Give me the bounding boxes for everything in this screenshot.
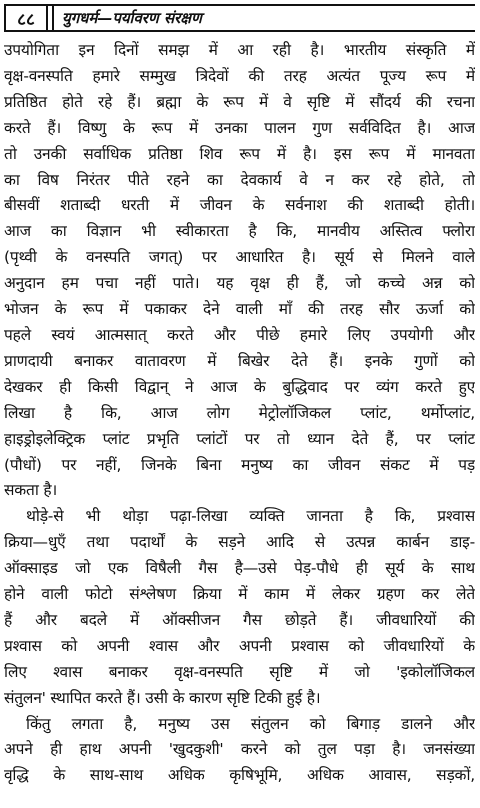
text-line: पहले स्वयं आत्मसात् करते और पीछे हमारे लिए उपयोगी और bbox=[4, 325, 475, 344]
text-line: देखकर ही किसी विद्वान् ने आज के बुद्धिवाद पर व्यंग करते हुए bbox=[4, 377, 475, 396]
text-line: लिखा है कि, आज लोग मेट्रोलॉजिकल प्लांट, थर्मोप्लांट, bbox=[4, 403, 475, 422]
text-line: का विष निरंतर पीते रहने का देवकार्य वे न कर रहे होते, तो bbox=[4, 170, 475, 189]
text-line: प्राणदायी बनाकर वातावरण में बिखेर देते हैं। इनके गुणों को bbox=[4, 351, 475, 370]
text-line: लिए श्वास बनाकर वृक्ष-वनस्पति सृष्टि में जो 'इकोलॉजिकल bbox=[4, 662, 475, 681]
text-line: होने वाली फोटो संश्लेषण क्रिया में काम में लेकर ग्रहण कर लेते bbox=[4, 585, 475, 604]
text-line: हैं और बदले में ऑक्सीजन गैस छोड़ते हैं। जीवधारियों की bbox=[4, 610, 475, 629]
text-line: क्रिया—धुएँ तथा पदार्थों के सड़ने आदि से उत्पन्न कार्बन डाइ- bbox=[4, 533, 475, 552]
text-line: अनुदान हम पचा नहीं पाते। यह वृक्ष ही हैं, जो कच्चे अन्न को bbox=[4, 274, 475, 293]
text-line: तो उनकी सर्वाधिक प्रतिष्ठा शिव रूप में है। इस रूप में मानवता bbox=[4, 144, 475, 163]
text-line: थोड़े-से भी थोड़ा पढ़ा-लिखा व्यक्ति जानता है कि, प्रश्वास bbox=[26, 507, 475, 526]
text-line: अपने ही हाथ अपनी 'खुदकुशी' करने को तुल पड़ा है। जनसंख्या bbox=[4, 740, 475, 759]
text-line: संतुलन' स्थापित करते हैं। उसी के कारण सृष्टि टिकी हुई है। bbox=[4, 688, 321, 707]
text-line: भोजन के रूप में पकाकर देने वाली माँ की तरह सौर ऊर्जा को bbox=[4, 300, 475, 319]
text-line: किंतु लगता है, मनुष्य उस संतुलन को बिगाड़ डालने और bbox=[26, 714, 475, 733]
text-line: सकता है। bbox=[4, 481, 58, 500]
text-line: वृद्धि के साथ-साथ अधिक कृषिभूमि, अधिक आवास, सड़कों, bbox=[4, 766, 475, 785]
text-line: प्रतिष्ठित होते रहे हैं। ब्रह्मा के रूप में वे सृष्टि में सौंदर्य की रचना bbox=[4, 92, 475, 111]
text-line: बीसवीं शताब्दी धरती में जीवन के सर्वनाश की शताब्दी होती। bbox=[4, 196, 475, 215]
text-line: आज का विज्ञान भी स्वीकारता है कि, मानवीय अस्तित्व फ्लोरा bbox=[4, 222, 475, 241]
page-body bbox=[4, 38, 475, 789]
text-line: करते हैं। विष्णु के रूप में उनका पालन गुण सर्वविदित है। आज bbox=[4, 118, 475, 137]
page-number: ८८ bbox=[4, 6, 48, 30]
page-header bbox=[4, 4, 475, 32]
text-line: (पृथ्वी के वनस्पति जगत्) पर आधारित है। सूर्य से मिलने वाले bbox=[4, 248, 475, 267]
text-line: वृक्ष-वनस्पति हमारे सम्मुख त्रिदेवों की तरह अत्यंत पूज्य रूप में bbox=[4, 66, 475, 85]
text-line: ऑक्साइड जो एक विषैली गैस है—उसे पेड़-पौधे ही सूर्य के साथ bbox=[4, 559, 475, 578]
paragraph-3 bbox=[4, 712, 475, 790]
text-line: प्रश्वास को अपनी श्वास और अपनी प्रश्वास को जीवधारियों के bbox=[4, 636, 475, 655]
text-line: हाइड्रोइलेक्ट्रिक प्लांट प्रभृति प्लांटों पर तो ध्यान देते हैं, पर प्लांट bbox=[4, 429, 475, 448]
paragraph-2 bbox=[4, 504, 475, 711]
running-title: युगधर्म—पर्यावरण संरक्षण bbox=[52, 6, 475, 30]
paragraph-1 bbox=[4, 38, 475, 504]
text-line: (पौधों) पर नहीं, जिनके बिना मनुष्य का जीवन संकट में पड़ bbox=[4, 455, 475, 474]
text-line: उपयोगिता इन दिनों समझ में आ रही है। भारतीय संस्कृति में bbox=[4, 41, 475, 59]
